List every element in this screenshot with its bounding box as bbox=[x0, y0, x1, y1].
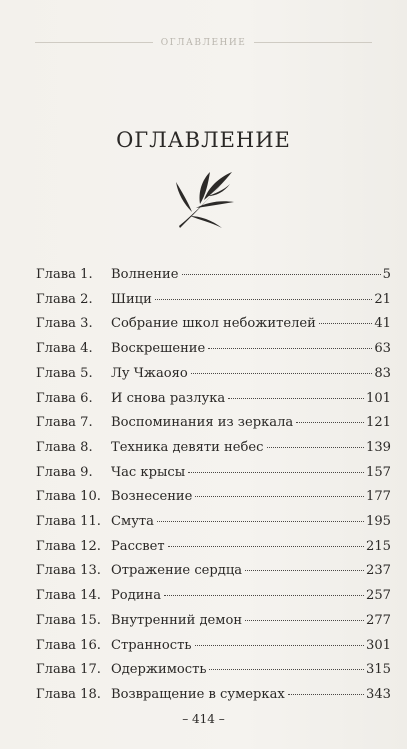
chapter-label: Глава 18. bbox=[36, 686, 101, 702]
dot-leader bbox=[157, 521, 364, 522]
dot-leader bbox=[195, 645, 365, 646]
toc-entry bbox=[36, 312, 391, 337]
chapter-title: Лу Чжаояо bbox=[111, 365, 188, 381]
page-ref: 63 bbox=[374, 341, 391, 357]
chapter-title: Вознесение bbox=[111, 489, 193, 505]
page-ref: 277 bbox=[366, 612, 391, 628]
dot-leader bbox=[164, 595, 364, 596]
toc-entry bbox=[36, 510, 391, 535]
dot-leader bbox=[168, 546, 364, 547]
chapter-title: Час крысы bbox=[111, 464, 186, 480]
dot-leader bbox=[319, 323, 372, 324]
dot-leader bbox=[267, 447, 365, 448]
chapter-label: Глава 16. bbox=[36, 637, 101, 653]
chapter-title: Шици bbox=[111, 291, 152, 307]
dot-leader bbox=[209, 669, 364, 670]
chapter-title: Внутренний демон bbox=[111, 612, 243, 628]
page-ref: 215 bbox=[366, 538, 391, 554]
dot-leader bbox=[245, 570, 364, 571]
chapter-title: Смута bbox=[111, 514, 154, 530]
dot-leader bbox=[191, 373, 373, 374]
page-title: ОГЛАВЛЕНИЕ bbox=[116, 128, 291, 152]
chapter-title: Странность bbox=[111, 637, 192, 653]
chapter-label: Глава 10. bbox=[36, 489, 101, 505]
page-ref: 101 bbox=[366, 390, 391, 406]
chapter-title: Собрание школ небожителей bbox=[111, 316, 316, 332]
toc-entry bbox=[36, 411, 391, 436]
page-ref: 5 bbox=[382, 267, 391, 282]
chapter-title: Родина bbox=[111, 588, 162, 604]
toc-entry bbox=[36, 461, 391, 486]
page-ref: 301 bbox=[366, 637, 391, 653]
toc-entry bbox=[36, 337, 391, 362]
toc-entry bbox=[36, 634, 391, 659]
toc-entry bbox=[36, 362, 391, 387]
chapter-title: Воспоминания из зеркала bbox=[111, 415, 294, 431]
chapter-title: Возвращение в сумерках bbox=[111, 686, 285, 702]
toc-entry bbox=[36, 485, 391, 510]
chapter-label: Глава 8. bbox=[36, 439, 93, 455]
page-ref: 237 bbox=[366, 563, 391, 579]
toc-entry bbox=[36, 584, 391, 609]
chapter-title: Одержимость bbox=[111, 662, 207, 678]
dot-leader bbox=[188, 472, 364, 473]
dot-leader bbox=[296, 422, 364, 423]
dot-leader bbox=[228, 398, 364, 399]
chapter-label: Глава 4. bbox=[36, 341, 93, 357]
chapter-label: Глава 11. bbox=[36, 514, 101, 530]
dot-leader bbox=[288, 694, 364, 695]
page-ref: 195 bbox=[366, 514, 391, 530]
page-ref: 139 bbox=[366, 439, 391, 455]
page-ref: 343 bbox=[366, 686, 391, 702]
toc-entry bbox=[36, 263, 391, 288]
toc-entry bbox=[36, 609, 391, 634]
toc-entry bbox=[36, 559, 391, 584]
chapter-label: Глава 3. bbox=[36, 316, 93, 332]
page-ref: 121 bbox=[366, 415, 391, 431]
chapter-title: Воскрешение bbox=[111, 341, 206, 357]
page-ref: 157 bbox=[366, 464, 391, 480]
chapter-label: Глава 9. bbox=[36, 464, 93, 480]
chapter-title: Техника девяти небес bbox=[111, 439, 264, 455]
chapter-label: Глава 1. bbox=[36, 267, 93, 282]
chapter-label: Глава 7. bbox=[36, 415, 93, 431]
toc-entry bbox=[36, 535, 391, 560]
chapter-title: Волнение bbox=[111, 267, 179, 282]
running-head: ОГЛАВЛЕНИЕ bbox=[0, 38, 407, 48]
page-ref: 315 bbox=[366, 662, 391, 678]
dot-leader bbox=[182, 274, 381, 275]
chapter-label: Глава 14. bbox=[36, 588, 101, 604]
toc-entry bbox=[36, 387, 391, 412]
page-ref: 41 bbox=[374, 316, 391, 332]
chapter-label: Глава 2. bbox=[36, 291, 93, 307]
toc-entry bbox=[36, 658, 391, 683]
toc-entry bbox=[36, 436, 391, 461]
page-ref: 83 bbox=[374, 365, 391, 381]
toc-entry bbox=[36, 683, 391, 708]
chapter-label: Глава 15. bbox=[36, 612, 101, 628]
chapter-title: Отражение сердца bbox=[111, 563, 243, 579]
page-number: – 414 – bbox=[182, 712, 225, 726]
chapter-label: Глава 5. bbox=[36, 365, 93, 381]
page-ref: 21 bbox=[374, 291, 391, 307]
dot-leader bbox=[155, 299, 373, 300]
table-of-contents bbox=[36, 263, 391, 708]
chapter-title: Рассвет bbox=[111, 538, 165, 554]
chapter-label: Глава 13. bbox=[36, 563, 101, 579]
page-ref: 177 bbox=[366, 489, 391, 505]
dot-leader bbox=[195, 496, 364, 497]
toc-entry bbox=[36, 288, 391, 313]
dot-leader bbox=[245, 620, 364, 621]
chapter-label: Глава 17. bbox=[36, 662, 101, 678]
dot-leader bbox=[208, 348, 372, 349]
chapter-label: Глава 6. bbox=[36, 390, 93, 406]
page-ref: 257 bbox=[366, 588, 391, 604]
bamboo-leaf-icon bbox=[174, 168, 236, 232]
chapter-label: Глава 12. bbox=[36, 538, 101, 554]
chapter-title: И снова разлука bbox=[111, 390, 226, 406]
